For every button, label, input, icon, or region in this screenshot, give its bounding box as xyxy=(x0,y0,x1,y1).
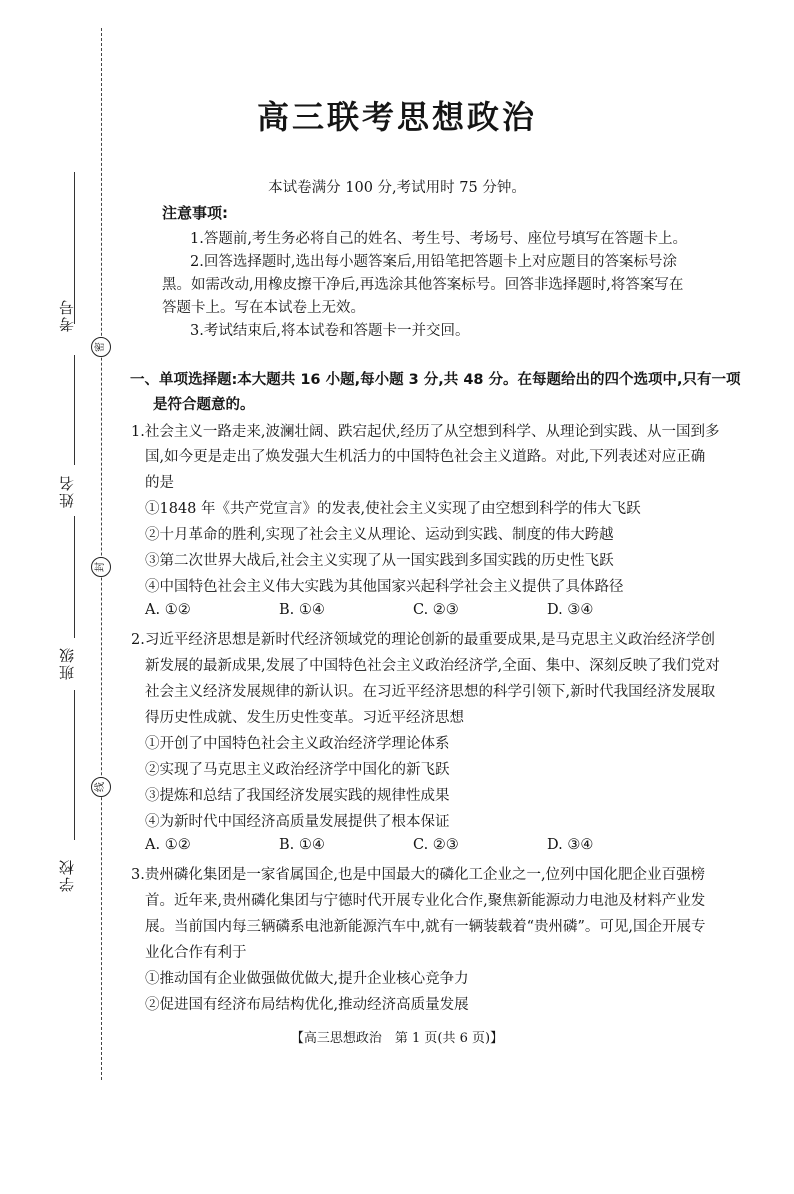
q2-item: ①开创了中国特色社会主义政治经济学理论体系 xyxy=(145,736,450,752)
xingming-underline xyxy=(74,355,75,465)
label-xingming: 姓名 xyxy=(58,474,76,508)
q1-stem: 国,如今更是走出了焕发强大生机活力的中国特色社会主义道路。对此,下列表述对应正确 xyxy=(145,449,706,465)
q2-item: ④为新时代中国经济高质量发展提供了根本保证 xyxy=(145,814,450,830)
label-banji: 班级 xyxy=(58,646,76,680)
q3-item: ①推动国有企业做强做优做大,提升企业核心竞争力 xyxy=(145,971,469,987)
q2-option-c: C. ②③ xyxy=(413,837,459,853)
q2-option-d: D. ③④ xyxy=(547,837,594,853)
q1-option-d: D. ③④ xyxy=(547,602,594,618)
q1-stem: 的是 xyxy=(145,475,174,491)
q3-stem: 展。当前国内每三辆磷系电池新能源汽车中,就有一辆装载着“贵州磷”。可见,国企开展专 xyxy=(145,919,706,935)
q1-stem: 1.社会主义一路走来,波澜壮阔、跌宕起伏,经历了从空想到科学、从理论到实践、从一国到多 xyxy=(131,424,720,440)
notice-line: 黑。如需改动,用橡皮擦干净后,再选涂其他答案标号。回答非选择题时,将答案写在 xyxy=(162,277,684,293)
q2-stem: 得历史性成就、发生历史性变革。习近平经济思想 xyxy=(145,710,464,726)
q1-option-c: C. ②③ xyxy=(413,602,459,618)
notice-line: 2.回答选择题时,选出每小题答案后,用铅笔把答题卡上对应题目的答案标号涂 xyxy=(190,254,678,270)
q1-item: ①1848 年《共产党宣言》的发表,使社会主义实现了由空想到科学的伟大飞跃 xyxy=(145,501,641,517)
q2-stem: 2.习近平经济思想是新时代经济领域党的理论创新的最重要成果,是马克思主义政治经济学创 xyxy=(131,632,715,648)
notice-line: 3.考试结束后,将本试卷和答题卡一并交回。 xyxy=(190,323,470,339)
q3-item: ②促进国有经济布局结构优化,推动经济高质量发展 xyxy=(145,997,469,1013)
xuexiao-underline xyxy=(74,690,75,840)
label-xuexiao: 学校 xyxy=(58,858,76,892)
label-kaohao: 考号 xyxy=(58,298,76,332)
exam-info: 本试卷满分 100 分,考试用时 75 分钟。 xyxy=(268,180,526,196)
q3-stem: 业化合作有利于 xyxy=(145,945,247,961)
q1-item: ④中国特色社会主义伟大实践为其他国家兴起科学社会主义提供了具体路径 xyxy=(145,579,624,595)
q1-item: ③第二次世界大战后,社会主义实现了从一国实践到多国实践的历史性飞跃 xyxy=(145,553,614,569)
q2-item: ③提炼和总结了我国经济发展实践的规律性成果 xyxy=(145,788,450,804)
q2-stem: 新发展的最新成果,发展了中国特色社会主义政治经济学,全面、集中、深刻反映了我们党对 xyxy=(145,658,720,674)
page-footer: 【高三思想政治 第 1 页(共 6 页)】 xyxy=(290,1031,504,1046)
q2-option-b: B. ①④ xyxy=(279,837,325,853)
q1-item: ②十月革命的胜利,实现了社会主义从理论、运动到实践、制度的伟大跨越 xyxy=(145,527,614,543)
seal-xian: 线 xyxy=(91,777,111,797)
seal-feng: 封 xyxy=(91,557,111,577)
q3-stem: 首。近年来,贵州磷化集团与宁德时代开展专业化合作,聚焦新能源动力电池及材料产业发 xyxy=(145,893,706,909)
q3-stem: 3.贵州磷化集团是一家省属国企,也是中国最大的磷化工企业之一,位列中国化肥企业百强榜 xyxy=(131,867,706,883)
page-title: 高三联考思想政治 xyxy=(256,98,537,136)
q2-item: ②实现了马克思主义政治经济学中国化的新飞跃 xyxy=(145,762,450,778)
q1-option-a: A. ①② xyxy=(145,602,191,618)
q2-option-a: A. ①② xyxy=(145,837,191,853)
seal-mi: 密 xyxy=(91,337,111,357)
banji-underline xyxy=(74,516,75,638)
q2-stem: 社会主义经济发展规律的新认识。在习近平经济思想的科学引领下,新时代我国经济发展取 xyxy=(145,684,716,700)
section-heading: 一、单项选择题:本大题共 16 小题,每小题 3 分,共 48 分。在每题给出的四个选项中,只有一项 xyxy=(130,372,741,388)
q1-option-b: B. ①④ xyxy=(279,602,325,618)
notice-heading: 注意事项: xyxy=(162,204,228,222)
notice-line: 答题卡上。写在本试卷上无效。 xyxy=(162,300,365,316)
section-heading-cont: 是符合题意的。 xyxy=(153,397,255,413)
notice-line: 1.答题前,考生务必将自己的姓名、考生号、考场号、座位号填写在答题卡上。 xyxy=(190,231,687,247)
